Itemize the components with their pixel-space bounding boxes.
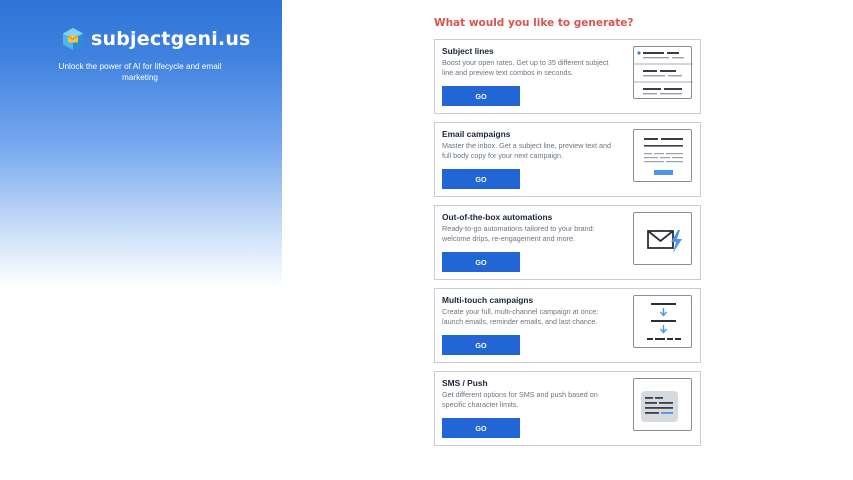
- brand-tagline: Unlock the power of AI for lifecycle and email marketing: [58, 62, 222, 82]
- brand-panel: [0, 0, 282, 288]
- card-automations: [434, 205, 701, 280]
- brand-name: subjectgeni.us: [91, 28, 251, 50]
- email-document-icon: [633, 129, 692, 182]
- card-title: Out-of-the-box automations: [442, 212, 553, 222]
- brand: [62, 27, 251, 51]
- card-title: Multi-touch campaigns: [442, 295, 534, 305]
- logo-icon: [62, 27, 84, 51]
- card-description: Master the inbox. Get a subject line, preview text and full body copy for your next campaign.: [442, 141, 611, 160]
- card-description: Boost your open rates. Get up to 35 different subject line and preview text combos in seconds.: [442, 58, 609, 77]
- card-description: Ready-to-go automations tailored to your brand: welcome drips, re-engagement and more.: [442, 224, 595, 243]
- card-title: SMS / Push: [442, 378, 488, 388]
- go-button-sms-push[interactable]: GO: [442, 418, 520, 438]
- card-multi-touch: [434, 288, 701, 363]
- sequence-arrows-icon: [633, 295, 692, 348]
- card-description: Create your full, multi-channel campaign at once: launch emails, reminder emails, and last chance.: [442, 307, 599, 326]
- go-button-multi-touch[interactable]: GO: [442, 335, 520, 355]
- go-button-subject-lines[interactable]: GO: [442, 86, 520, 106]
- card-title: Email campaigns: [442, 129, 511, 139]
- page-title: What would you like to generate?: [434, 17, 634, 29]
- card-email-campaigns: [434, 122, 701, 197]
- generator-section: [434, 17, 702, 433]
- envelope-bolt-icon: [633, 212, 692, 265]
- card-title: Subject lines: [442, 46, 494, 56]
- card-sms-push: [434, 371, 701, 446]
- list-rows-icon: [633, 46, 692, 99]
- card-description: Get different options for SMS and push based on specific character limits.: [442, 390, 598, 409]
- message-bubble-icon: [633, 378, 692, 431]
- go-button-automations[interactable]: GO: [442, 252, 520, 272]
- card-subject-lines: [434, 39, 701, 114]
- go-button-email-campaigns[interactable]: GO: [442, 169, 520, 189]
